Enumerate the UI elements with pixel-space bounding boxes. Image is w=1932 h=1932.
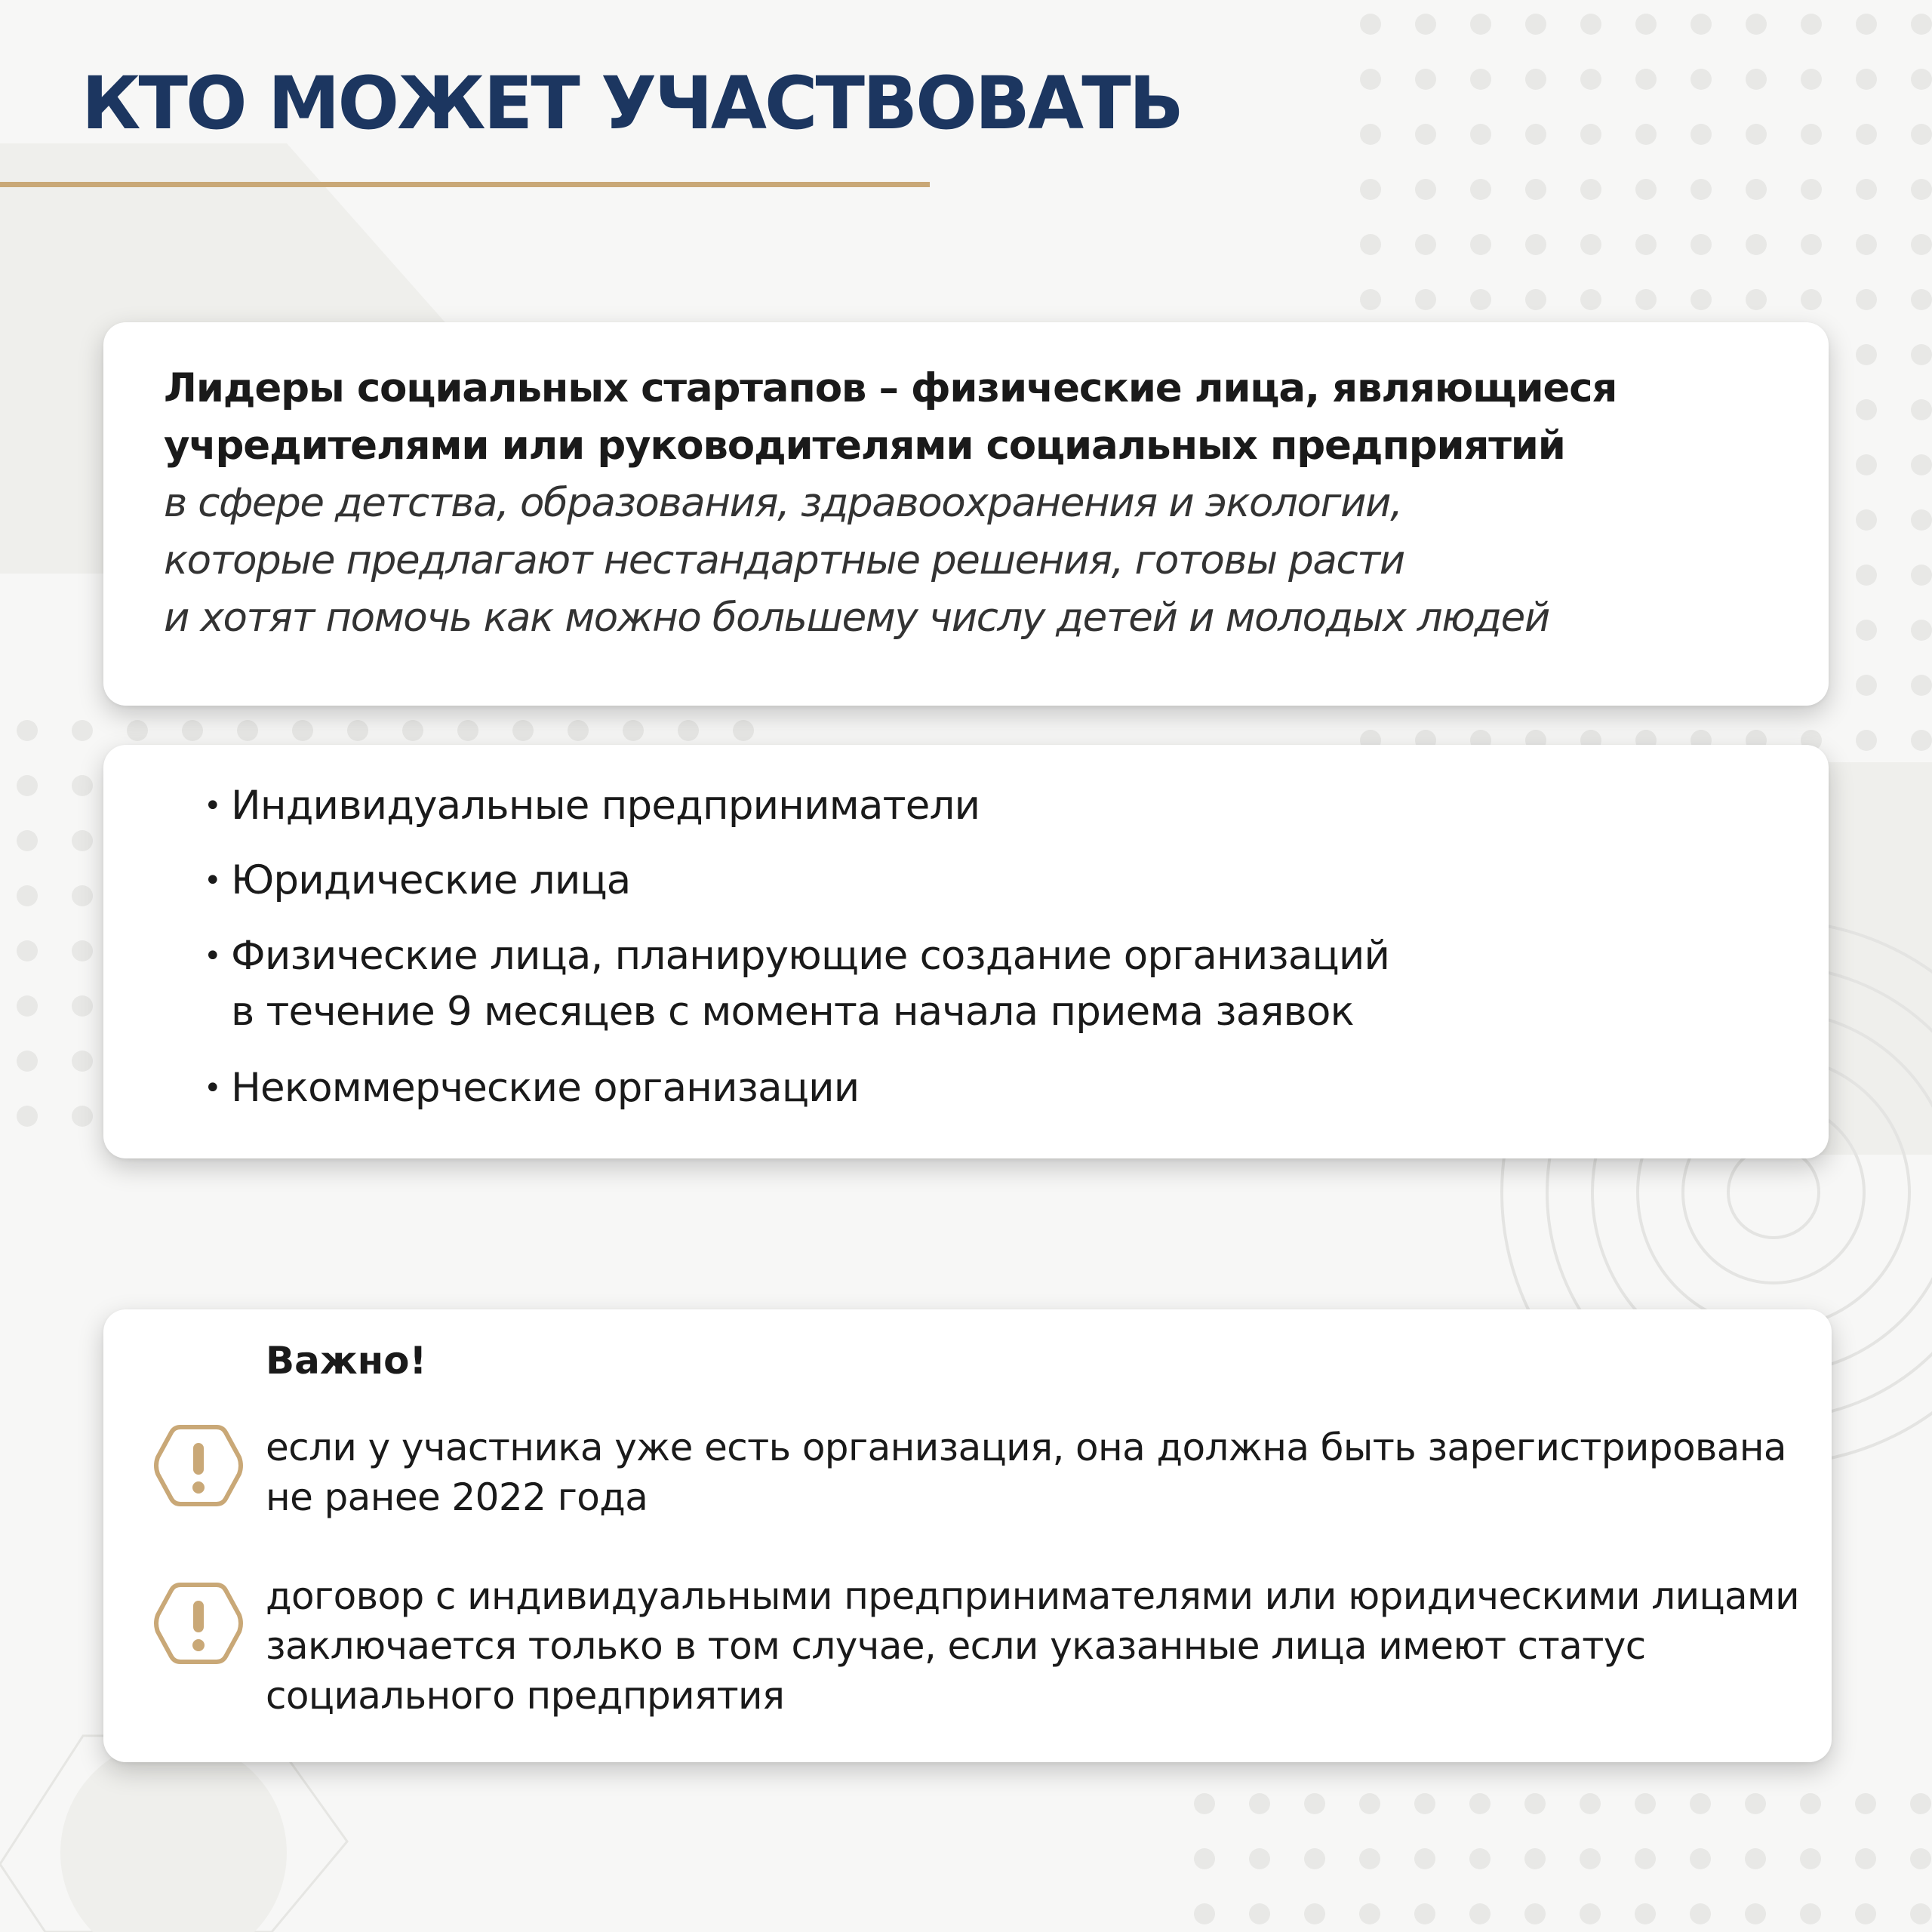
background-dot: [1855, 1848, 1876, 1869]
background-dot: [1800, 1793, 1821, 1814]
background-dot: [1304, 1848, 1325, 1869]
background-dot: [1690, 1848, 1711, 1869]
background-dot: [1746, 289, 1767, 310]
background-dot: [1910, 1793, 1931, 1814]
list-item: [204, 778, 980, 834]
background-dot: [1194, 1903, 1215, 1924]
background-dot: [1470, 289, 1491, 310]
list-item-text: Индивидуальные предприниматели: [231, 783, 980, 829]
background-dot: [1470, 69, 1491, 90]
background-dot: [1911, 344, 1932, 365]
background-dot: [1910, 1848, 1931, 1869]
notice-title: Важно!: [266, 1339, 427, 1383]
background-dot: [512, 720, 534, 741]
list-item-text: [231, 928, 1389, 1040]
background-dot: [1635, 179, 1657, 200]
background-dot: [1635, 289, 1657, 310]
background-dot: [1800, 1903, 1821, 1924]
background-dot: [1856, 234, 1877, 255]
background-dot: [17, 995, 38, 1017]
notice-card: [103, 1309, 1832, 1762]
background-dot: [1690, 124, 1712, 145]
dot-pattern-bottom-right: [1194, 1793, 1931, 1924]
background-dot: [1635, 1903, 1656, 1924]
background-dot: [1746, 179, 1767, 200]
background-dot: [1580, 1793, 1601, 1814]
background-dot: [1856, 399, 1877, 420]
background-dot: [72, 885, 93, 906]
background-dot: [1856, 289, 1877, 310]
background-dot: [1580, 1903, 1601, 1924]
background-dot: [1856, 69, 1877, 90]
background-dot: [457, 720, 478, 741]
background-dot: [72, 1106, 93, 1127]
background-dot: [1304, 1903, 1325, 1924]
background-dot: [1801, 289, 1822, 310]
background-dot: [1911, 675, 1932, 696]
background-dot: [1690, 179, 1712, 200]
background-dot: [1635, 1793, 1656, 1814]
intro-card: [103, 322, 1829, 706]
background-dot: [1360, 179, 1381, 200]
background-dot: [1635, 1848, 1656, 1869]
exclamation-hexagon-icon: [153, 1423, 244, 1509]
background-dot: [1524, 1848, 1546, 1869]
page-title: КТО МОЖЕТ УЧАСТВОВАТЬ: [82, 61, 1182, 146]
background-dot: [1690, 1903, 1711, 1924]
background-dot: [1249, 1903, 1270, 1924]
background-dot: [72, 1051, 93, 1072]
background-dot: [1249, 1793, 1270, 1814]
background-dot: [1856, 344, 1877, 365]
background-dot: [1801, 14, 1822, 35]
background-dot: [1525, 124, 1546, 145]
background-dot: [1800, 1848, 1821, 1869]
intro-text: [164, 360, 1768, 647]
background-dot: [1469, 1793, 1491, 1814]
background-dot: [1524, 1903, 1546, 1924]
bullet-icon: •: [204, 863, 221, 898]
background-dot: [1911, 289, 1932, 310]
background-dot: [1746, 14, 1767, 35]
background-dot: [17, 775, 38, 796]
background-dot: [1856, 179, 1877, 200]
background-dot: [1801, 69, 1822, 90]
background-dot: [237, 720, 258, 741]
background-dot: [1525, 179, 1546, 200]
background-dot: [1469, 1903, 1491, 1924]
bullet-icon: •: [204, 939, 221, 974]
intro-bold-line: Лидеры социальных стартапов – физические лица, являющиеся: [164, 365, 1617, 411]
background-dot: [127, 720, 148, 741]
background-dot: [1911, 234, 1932, 255]
background-dot: [1911, 124, 1932, 145]
background-dot: [1635, 124, 1657, 145]
background-dot: [1911, 509, 1932, 531]
background-dot: [1635, 69, 1657, 90]
background-dot: [17, 720, 38, 741]
list-item: [204, 853, 630, 909]
background-dot: [733, 720, 754, 741]
background-dot: [1690, 69, 1712, 90]
intro-bold-line: учредителями или руководителями социальных предприятий: [164, 423, 1565, 469]
list-item-line: в течение 9 месяцев с момента начала приема заявок: [231, 989, 1354, 1035]
background-dot: [1470, 234, 1491, 255]
background-dot: [1580, 69, 1601, 90]
background-dot: [1856, 124, 1877, 145]
background-dot: [1414, 1848, 1435, 1869]
list-item: [204, 928, 1389, 1040]
notice-item-text: [266, 1423, 1805, 1522]
background-dot: [1470, 124, 1491, 145]
background-dot: [72, 775, 93, 796]
background-dot: [1359, 1903, 1380, 1924]
background-dot: [1415, 234, 1436, 255]
background-dot: [1690, 289, 1712, 310]
background-dot: [347, 720, 368, 741]
notice-line: заключается только в том случае, если указанные лица имеют статус: [266, 1624, 1646, 1668]
background-dot: [1415, 14, 1436, 35]
background-dot: [17, 1051, 38, 1072]
background-dot: [1911, 620, 1932, 641]
background-dot: [1911, 565, 1932, 586]
background-dot: [1414, 1903, 1435, 1924]
background-dot: [1580, 14, 1601, 35]
background-dot: [72, 720, 93, 741]
notice-line: социального предприятия: [266, 1674, 785, 1718]
background-dot: [1746, 69, 1767, 90]
title-underline: [0, 182, 930, 187]
background-dot: [72, 940, 93, 961]
background-dot: [1580, 124, 1601, 145]
background-dot: [1525, 69, 1546, 90]
background-dot: [1415, 289, 1436, 310]
background-dot: [1470, 14, 1491, 35]
background-dot: [1856, 620, 1877, 641]
background-dot: [17, 885, 38, 906]
background-dot: [1911, 399, 1932, 420]
list-item-text: Юридические лица: [231, 857, 631, 903]
background-dot: [1856, 565, 1877, 586]
background-dot: [1580, 1848, 1601, 1869]
background-dot: [1525, 234, 1546, 255]
background-dot: [1911, 730, 1932, 751]
background-dot: [1635, 234, 1657, 255]
exclamation-hexagon-icon: [153, 1580, 244, 1666]
background-dot: [1635, 14, 1657, 35]
notice-line: если у участника уже есть организация, она должна быть зарегистрирована: [266, 1426, 1786, 1469]
background-dot: [1360, 69, 1381, 90]
background-dot: [1415, 179, 1436, 200]
background-circle-bottom: [60, 1740, 287, 1932]
intro-italic-line: которые предлагают нестандартные решения, готовы расти: [164, 537, 1404, 583]
background-dot: [1360, 289, 1381, 310]
background-dot: [72, 995, 93, 1017]
background-dot: [1360, 14, 1381, 35]
background-dot: [1801, 179, 1822, 200]
background-dot: [1525, 289, 1546, 310]
background-dot: [1580, 179, 1601, 200]
background-dot: [1801, 124, 1822, 145]
background-dot: [1524, 1793, 1546, 1814]
list-item-line: Физические лица, планирующие создание организаций: [231, 933, 1390, 979]
participants-card: [103, 745, 1829, 1158]
background-dot: [1746, 124, 1767, 145]
background-dot: [1856, 730, 1877, 751]
list-item-text: Некоммерческие организации: [231, 1065, 860, 1111]
background-dot: [1745, 1848, 1766, 1869]
background-dot: [72, 830, 93, 851]
background-dot: [1580, 289, 1601, 310]
list-item: [204, 1060, 859, 1116]
background-dot: [1415, 69, 1436, 90]
background-dot: [17, 940, 38, 961]
background-dot: [1855, 1903, 1876, 1924]
background-dot: [1249, 1848, 1270, 1869]
intro-italic-line: и хотят помочь как можно большему числу детей и молодых людей: [164, 595, 1549, 641]
notice-line: договор с индивидуальными предпринимателями или юридическими лицами: [266, 1574, 1800, 1618]
background-dot: [678, 720, 699, 741]
intro-italic-line: в сфере детства, образования, здравоохранения и экологии,: [164, 480, 1402, 526]
background-dot: [1856, 509, 1877, 531]
background-dot: [1746, 234, 1767, 255]
background-dot: [1194, 1848, 1215, 1869]
background-dot: [1856, 675, 1877, 696]
background-dot: [1745, 1793, 1766, 1814]
background-dot: [1194, 1793, 1215, 1814]
background-dot: [1580, 234, 1601, 255]
background-dot: [1801, 234, 1822, 255]
background-dot: [1360, 124, 1381, 145]
background-dot: [1856, 454, 1877, 475]
background-dot: [1690, 1793, 1711, 1814]
background-dot: [1911, 69, 1932, 90]
background-dot: [1745, 1903, 1766, 1924]
notice-line: не ранее 2022 года: [266, 1475, 648, 1519]
background-dot: [182, 720, 203, 741]
background-dot: [1304, 1793, 1325, 1814]
background-dot: [1414, 1793, 1435, 1814]
background-dot: [1690, 234, 1712, 255]
participants-list: [103, 745, 1829, 1158]
bullet-icon: •: [204, 789, 221, 823]
background-dot: [1415, 124, 1436, 145]
background-dot: [1525, 14, 1546, 35]
background-dot: [1469, 1848, 1491, 1869]
background-dot: [17, 830, 38, 851]
background-dot: [1911, 179, 1932, 200]
background-dot: [1911, 454, 1932, 475]
background-dot: [402, 720, 423, 741]
background-dot: [1690, 14, 1712, 35]
background-dot: [568, 720, 589, 741]
notice-item-text: [266, 1571, 1805, 1721]
background-dot: [1470, 179, 1491, 200]
background-dot: [1910, 1903, 1931, 1924]
background-dot: [1856, 14, 1877, 35]
background-dot: [1359, 1793, 1380, 1814]
background-dot: [1360, 234, 1381, 255]
background-dot: [623, 720, 644, 741]
background-dot: [17, 1106, 38, 1127]
background-dot: [1359, 1848, 1380, 1869]
bullet-icon: •: [204, 1071, 221, 1106]
background-dot: [1911, 14, 1932, 35]
background-dot: [292, 720, 313, 741]
background-dot: [1855, 1793, 1876, 1814]
